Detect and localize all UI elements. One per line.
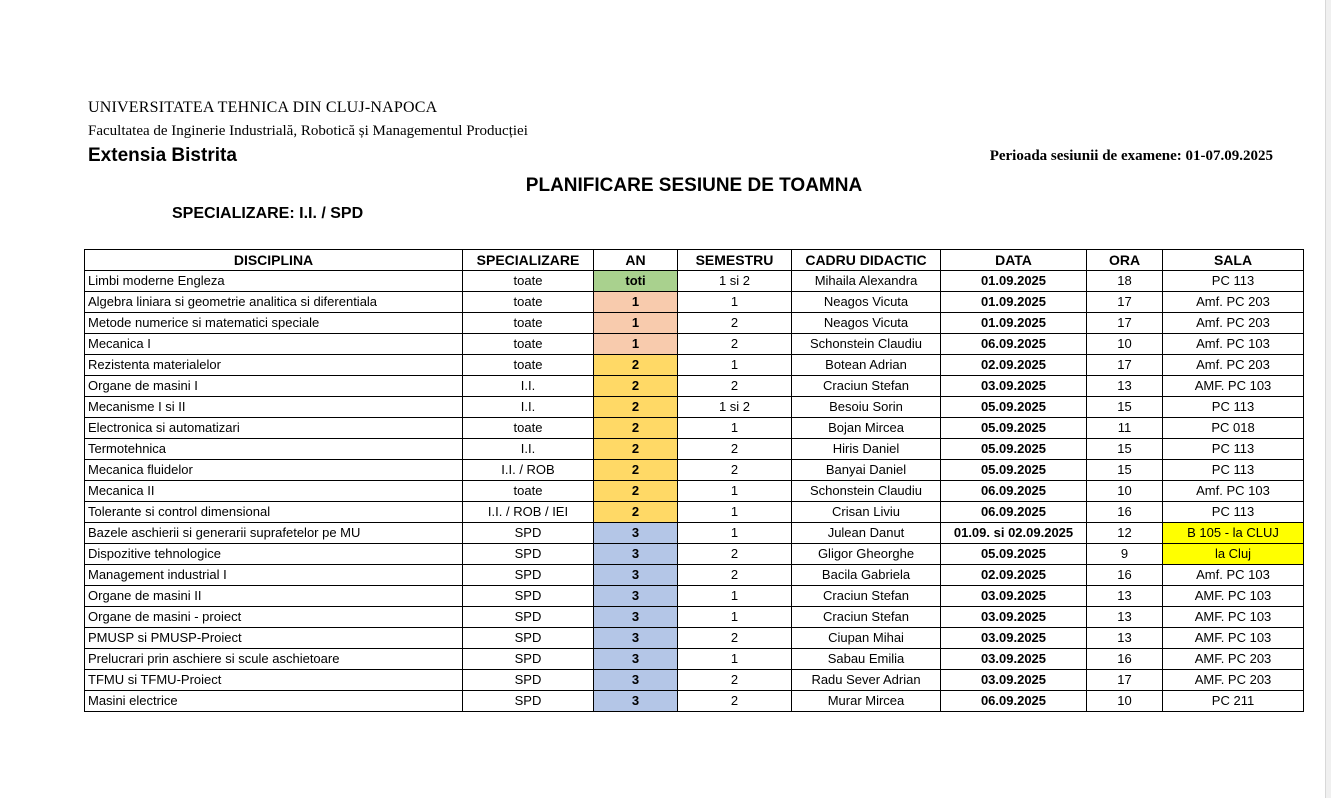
cell-sala: Amf. PC 103	[1163, 334, 1304, 355]
cell-cadru-didactic: Bojan Mircea	[792, 418, 941, 439]
cell-disciplina: Mecanisme I si II	[85, 397, 463, 418]
cell-ora: 16	[1087, 649, 1163, 670]
cell-data: 06.09.2025	[941, 691, 1087, 712]
cell-an: 1	[594, 313, 678, 334]
cell-sala: AMF. PC 203	[1163, 670, 1304, 691]
table-row	[85, 691, 1304, 712]
cell-ora: 16	[1087, 502, 1163, 523]
cell-ora: 10	[1087, 334, 1163, 355]
cell-specializare: SPD	[463, 628, 594, 649]
cell-ora: 16	[1087, 565, 1163, 586]
cell-an: 1	[594, 334, 678, 355]
cell-specializare: SPD	[463, 523, 594, 544]
cell-disciplina: Organe de masini II	[85, 586, 463, 607]
cell-sala: AMF. PC 103	[1163, 628, 1304, 649]
table-row	[85, 376, 1304, 397]
cell-cadru-didactic: Gligor Gheorghe	[792, 544, 941, 565]
cell-ora: 17	[1087, 355, 1163, 376]
cell-cadru-didactic: Neagos Vicuta	[792, 313, 941, 334]
cell-disciplina: Organe de masini I	[85, 376, 463, 397]
exam-period: Perioada sesiunii de examene: 01-07.09.2025	[989, 148, 1273, 164]
cell-disciplina: Mecanica II	[85, 481, 463, 502]
cell-data: 01.09.2025	[941, 271, 1087, 292]
cell-data: 06.09.2025	[941, 502, 1087, 523]
cell-an: 3	[594, 586, 678, 607]
cell-semestru: 2	[678, 670, 792, 691]
window-edge	[1325, 0, 1331, 798]
table-row	[85, 502, 1304, 523]
table-row	[85, 544, 1304, 565]
cell-specializare: I.I. / ROB / IEI	[463, 502, 594, 523]
cell-semestru: 2	[678, 439, 792, 460]
cell-an: 3	[594, 544, 678, 565]
cell-semestru: 1	[678, 523, 792, 544]
cell-sala: B 105 - la CLUJ	[1163, 523, 1304, 544]
cell-an: 2	[594, 502, 678, 523]
cell-sala: PC 113	[1163, 439, 1304, 460]
table-body	[85, 271, 1304, 712]
cell-data: 05.09.2025	[941, 418, 1087, 439]
cell-data: 03.09.2025	[941, 628, 1087, 649]
cell-data: 02.09.2025	[941, 565, 1087, 586]
cell-specializare: SPD	[463, 691, 594, 712]
cell-semestru: 1	[678, 418, 792, 439]
faculty-name: Facultatea de Inginerie Industrială, Robotică și Managementul Producției	[88, 123, 528, 139]
cell-disciplina: PMUSP si PMUSP-Proiect	[85, 628, 463, 649]
cell-an: 1	[594, 292, 678, 313]
cell-specializare: toate	[463, 334, 594, 355]
cell-disciplina: Dispozitive tehnologice	[85, 544, 463, 565]
cell-cadru-didactic: Ciupan Mihai	[792, 628, 941, 649]
cell-data: 06.09.2025	[941, 334, 1087, 355]
cell-data: 01.09.2025	[941, 292, 1087, 313]
cell-an: 2	[594, 460, 678, 481]
cell-specializare: I.I.	[463, 397, 594, 418]
cell-disciplina: Metode numerice si matematici speciale	[85, 313, 463, 334]
extension-name: Extensia Bistrita	[88, 145, 237, 166]
table-row	[85, 460, 1304, 481]
cell-disciplina: Prelucrari prin aschiere si scule aschietoare	[85, 649, 463, 670]
cell-an: 2	[594, 439, 678, 460]
cell-disciplina: Algebra liniara si geometrie analitica si diferentiala	[85, 292, 463, 313]
cell-data: 05.09.2025	[941, 460, 1087, 481]
cell-an: 2	[594, 481, 678, 502]
cell-semestru: 2	[678, 376, 792, 397]
university-name: UNIVERSITATEA TEHNICA DIN CLUJ-NAPOCA	[88, 99, 438, 116]
cell-specializare: I.I.	[463, 376, 594, 397]
cell-sala: Amf. PC 203	[1163, 313, 1304, 334]
cell-semestru: 2	[678, 544, 792, 565]
cell-specializare: toate	[463, 292, 594, 313]
cell-data: 03.09.2025	[941, 586, 1087, 607]
col-header-sala: SALA	[1163, 250, 1304, 271]
cell-data: 05.09.2025	[941, 544, 1087, 565]
table-header-row	[85, 250, 1304, 271]
cell-disciplina: Mecanica fluidelor	[85, 460, 463, 481]
cell-ora: 18	[1087, 271, 1163, 292]
cell-specializare: SPD	[463, 607, 594, 628]
table-row	[85, 670, 1304, 691]
table-row	[85, 334, 1304, 355]
cell-ora: 15	[1087, 460, 1163, 481]
cell-ora: 15	[1087, 439, 1163, 460]
cell-specializare: SPD	[463, 586, 594, 607]
cell-cadru-didactic: Schonstein Claudiu	[792, 481, 941, 502]
cell-cadru-didactic: Bacila Gabriela	[792, 565, 941, 586]
cell-cadru-didactic: Sabau Emilia	[792, 649, 941, 670]
cell-data: 03.09.2025	[941, 649, 1087, 670]
table-row	[85, 628, 1304, 649]
cell-sala: AMF. PC 103	[1163, 586, 1304, 607]
cell-ora: 15	[1087, 397, 1163, 418]
exam-schedule-table	[84, 249, 1304, 712]
cell-cadru-didactic: Schonstein Claudiu	[792, 334, 941, 355]
cell-cadru-didactic: Besoiu Sorin	[792, 397, 941, 418]
cell-disciplina: Mecanica I	[85, 334, 463, 355]
cell-cadru-didactic: Craciun Stefan	[792, 607, 941, 628]
cell-semestru: 2	[678, 334, 792, 355]
cell-cadru-didactic: Botean Adrian	[792, 355, 941, 376]
cell-ora: 17	[1087, 292, 1163, 313]
cell-semestru: 1 si 2	[678, 271, 792, 292]
cell-specializare: toate	[463, 481, 594, 502]
cell-disciplina: TFMU si TFMU-Proiect	[85, 670, 463, 691]
col-header-ora: ORA	[1087, 250, 1163, 271]
cell-sala: Amf. PC 203	[1163, 292, 1304, 313]
cell-an: 2	[594, 397, 678, 418]
col-header-cadru-didactic: CADRU DIDACTIC	[792, 250, 941, 271]
table-row	[85, 649, 1304, 670]
page-title: PLANIFICARE SESIUNE DE TOAMNA	[525, 175, 863, 196]
cell-ora: 11	[1087, 418, 1163, 439]
cell-semestru: 1	[678, 481, 792, 502]
cell-an: toti	[594, 271, 678, 292]
cell-ora: 13	[1087, 628, 1163, 649]
cell-cadru-didactic: Murar Mircea	[792, 691, 941, 712]
cell-disciplina: Organe de masini - proiect	[85, 607, 463, 628]
cell-sala: la Cluj	[1163, 544, 1304, 565]
cell-data: 06.09.2025	[941, 481, 1087, 502]
cell-sala: PC 113	[1163, 397, 1304, 418]
cell-an: 3	[594, 649, 678, 670]
cell-semestru: 1	[678, 607, 792, 628]
cell-disciplina: Bazele aschierii si generarii suprafetelor pe MU	[85, 523, 463, 544]
table-row	[85, 439, 1304, 460]
cell-ora: 13	[1087, 607, 1163, 628]
table-row	[85, 313, 1304, 334]
cell-an: 3	[594, 670, 678, 691]
cell-specializare: SPD	[463, 544, 594, 565]
cell-disciplina: Rezistenta materialelor	[85, 355, 463, 376]
cell-sala: PC 211	[1163, 691, 1304, 712]
cell-sala: AMF. PC 203	[1163, 649, 1304, 670]
table-row	[85, 271, 1304, 292]
cell-specializare: toate	[463, 313, 594, 334]
cell-cadru-didactic: Julean Danut	[792, 523, 941, 544]
table-row	[85, 397, 1304, 418]
cell-semestru: 2	[678, 313, 792, 334]
cell-cadru-didactic: Mihaila Alexandra	[792, 271, 941, 292]
cell-disciplina: Tolerante si control dimensional	[85, 502, 463, 523]
cell-semestru: 1	[678, 649, 792, 670]
cell-data: 03.09.2025	[941, 607, 1087, 628]
col-header-an: AN	[594, 250, 678, 271]
cell-specializare: SPD	[463, 670, 594, 691]
cell-disciplina: Management industrial I	[85, 565, 463, 586]
cell-sala: Amf. PC 103	[1163, 565, 1304, 586]
cell-data: 03.09.2025	[941, 376, 1087, 397]
cell-ora: 9	[1087, 544, 1163, 565]
table-row	[85, 523, 1304, 544]
cell-an: 2	[594, 418, 678, 439]
cell-sala: AMF. PC 103	[1163, 607, 1304, 628]
cell-disciplina: Electronica si automatizari	[85, 418, 463, 439]
cell-an: 3	[594, 565, 678, 586]
cell-cadru-didactic: Crisan Liviu	[792, 502, 941, 523]
cell-specializare: toate	[463, 355, 594, 376]
cell-sala: Amf. PC 203	[1163, 355, 1304, 376]
cell-semestru: 1	[678, 586, 792, 607]
cell-cadru-didactic: Neagos Vicuta	[792, 292, 941, 313]
cell-an: 3	[594, 628, 678, 649]
cell-semestru: 1	[678, 355, 792, 376]
table-row	[85, 355, 1304, 376]
cell-cadru-didactic: Radu Sever Adrian	[792, 670, 941, 691]
cell-cadru-didactic: Craciun Stefan	[792, 586, 941, 607]
cell-data: 01.09.2025	[941, 313, 1087, 334]
cell-semestru: 1 si 2	[678, 397, 792, 418]
cell-sala: PC 113	[1163, 460, 1304, 481]
cell-ora: 10	[1087, 691, 1163, 712]
cell-an: 3	[594, 691, 678, 712]
cell-ora: 17	[1087, 313, 1163, 334]
cell-cadru-didactic: Banyai Daniel	[792, 460, 941, 481]
cell-specializare: toate	[463, 271, 594, 292]
cell-specializare: I.I.	[463, 439, 594, 460]
table-row	[85, 481, 1304, 502]
cell-data: 02.09.2025	[941, 355, 1087, 376]
cell-sala: Amf. PC 103	[1163, 481, 1304, 502]
table-row	[85, 418, 1304, 439]
cell-specializare: SPD	[463, 649, 594, 670]
cell-semestru: 1	[678, 292, 792, 313]
cell-an: 3	[594, 607, 678, 628]
cell-sala: AMF. PC 103	[1163, 376, 1304, 397]
cell-cadru-didactic: Hiris Daniel	[792, 439, 941, 460]
cell-sala: PC 113	[1163, 271, 1304, 292]
col-header-disciplina: DISCIPLINA	[85, 250, 463, 271]
col-header-semestru: SEMESTRU	[678, 250, 792, 271]
table-row	[85, 607, 1304, 628]
cell-an: 2	[594, 355, 678, 376]
cell-disciplina: Limbi moderne Engleza	[85, 271, 463, 292]
cell-sala: PC 018	[1163, 418, 1304, 439]
cell-disciplina: Masini electrice	[85, 691, 463, 712]
cell-specializare: toate	[463, 418, 594, 439]
cell-sala: PC 113	[1163, 502, 1304, 523]
cell-data: 05.09.2025	[941, 439, 1087, 460]
col-header-data: DATA	[941, 250, 1087, 271]
cell-data: 03.09.2025	[941, 670, 1087, 691]
cell-an: 3	[594, 523, 678, 544]
cell-ora: 13	[1087, 376, 1163, 397]
specialization-label: SPECIALIZARE: I.I. / SPD	[172, 205, 364, 222]
cell-semestru: 1	[678, 502, 792, 523]
cell-ora: 12	[1087, 523, 1163, 544]
col-header-specializare: SPECIALIZARE	[463, 250, 594, 271]
cell-semestru: 2	[678, 628, 792, 649]
cell-specializare: SPD	[463, 565, 594, 586]
table-row	[85, 292, 1304, 313]
table-row	[85, 586, 1304, 607]
cell-data: 01.09. si 02.09.2025	[941, 523, 1087, 544]
cell-an: 2	[594, 376, 678, 397]
cell-semestru: 2	[678, 460, 792, 481]
cell-semestru: 2	[678, 691, 792, 712]
cell-data: 05.09.2025	[941, 397, 1087, 418]
cell-ora: 13	[1087, 586, 1163, 607]
table-row	[85, 565, 1304, 586]
cell-specializare: I.I. / ROB	[463, 460, 594, 481]
cell-cadru-didactic: Craciun Stefan	[792, 376, 941, 397]
cell-ora: 10	[1087, 481, 1163, 502]
cell-semestru: 2	[678, 565, 792, 586]
cell-disciplina: Termotehnica	[85, 439, 463, 460]
cell-ora: 17	[1087, 670, 1163, 691]
